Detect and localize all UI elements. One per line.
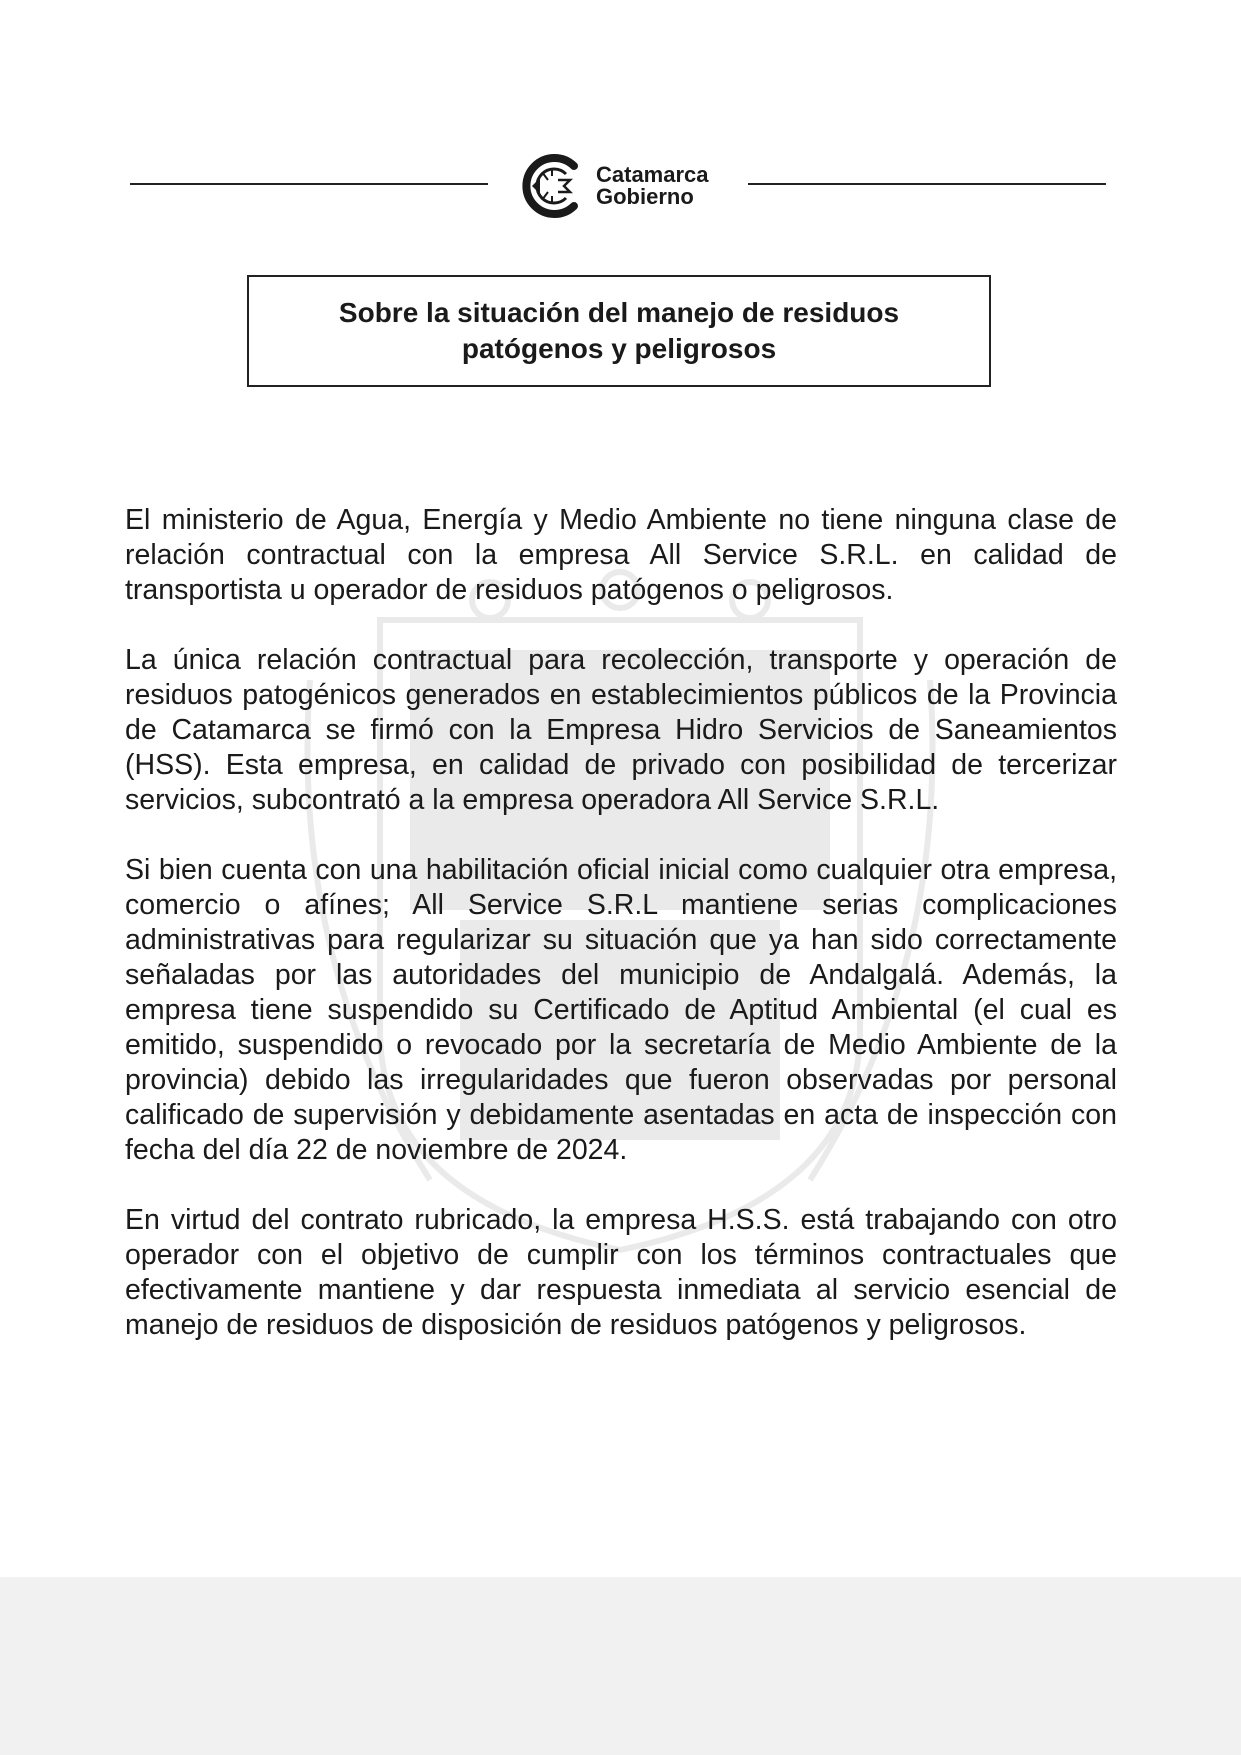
logo-line-1: Catamarca xyxy=(596,162,709,187)
title-box xyxy=(247,275,991,387)
paragraph-1: El ministerio de Agua, Energía y Medio Ambiente no tiene ninguna clase de relación contractual con la empresa All Service S.R.L. en calidad de transportista u operador de residuos patógenos o peligrosos. xyxy=(125,504,1117,606)
document-title: Sobre la situación del manejo de residuos patógenos y peligrosos xyxy=(338,297,900,364)
catamarca-c-logo-icon xyxy=(518,152,586,220)
header-rule-left xyxy=(130,183,488,185)
paragraph-3: Si bien cuenta con una habilitación oficial inicial como cualquier otra empresa, comercio o afínes; All Service S.R.L mantiene serias complicaciones administrativas para regularizar su situación que ya han sido correctamente señaladas por las autoridades del municipio de Andalgalá. Además, la empresa tiene suspendido su Certificado de Aptitud Ambiental (el cual es emitido, suspendido o revocado por la secretaría de Medio Ambiente de la provincia) debido las irregularidades que fueron observadas por personal calificado de supervisión y debidamente asentadas en acta de inspección con fecha del día 22 de noviembre de 2024. xyxy=(125,854,1117,1166)
footer-band xyxy=(0,1577,1241,1755)
catamarca-gobierno-logo xyxy=(518,152,709,220)
paragraph-4: En virtud del contrato rubricado, la empresa H.S.S. está trabajando con otro operador con el objetivo de cumplir con los términos contractuales que efectivamente mantiene y dar respuesta inmediata al servicio esencial de manejo de residuos de disposición de residuos patógenos y peligrosos. xyxy=(125,1204,1117,1341)
header-rule-right xyxy=(748,183,1106,185)
body-text xyxy=(125,503,1117,1378)
paragraph-2: La única relación contractual para recolección, transporte y operación de residuos patogénicos generados en establecimientos públicos de la Provincia de Catamarca se firmó con la Empresa Hidro Servicios de Saneamientos (HSS). Esta empresa, en calidad de privado con posibilidad de tercerizar servicios, subcontrató a la empresa operadora All Service S.R.L. xyxy=(125,644,1117,816)
logo-line-2: Gobierno xyxy=(596,184,694,209)
